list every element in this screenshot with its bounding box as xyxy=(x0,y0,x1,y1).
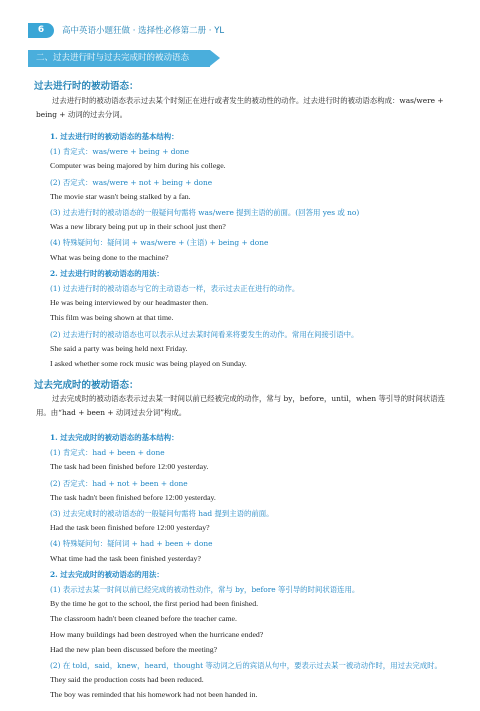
rule-line: (2) 否定式：was/were + not + being + done xyxy=(50,177,213,187)
section-title-past-continuous: 过去进行时的被动语态： xyxy=(34,81,139,92)
example-sentence: The boy was reminded that his homework had not been handed in. xyxy=(50,690,258,700)
example-sentence: Had the task been finished before 12:00 yesterday? xyxy=(50,523,210,533)
example-sentence: The task had been finished before 12:00 yesterday. xyxy=(50,462,209,472)
rule-line: (2) 在 told，said，knew，heard，thought 等动词之后的宾语从句中，要表示过去某一被动动作时，用过去完成时。 xyxy=(50,661,442,670)
example-sentence: The task hadn't been finished before 12:00 yesterday. xyxy=(50,492,216,502)
rule-line: 1. 过去进行时的被动语态的基本结构： xyxy=(50,132,179,141)
section-title-past-perfect: 过去完成时的被动语态： xyxy=(34,380,139,391)
rule-line: (3) 过去完成时的被动语态的一般疑问句需将 had 提到主语的前面。 xyxy=(50,509,274,518)
example-sentence: They said the production costs had been reduced. xyxy=(50,675,204,685)
book-title: 高中英语小题狂做 · 选择性必修第二册 · YL xyxy=(62,26,225,36)
example-sentence: The movie star wasn't being stalked by a fan. xyxy=(50,191,191,201)
example-sentence: How many buildings had been destroyed when the hurricane ended? xyxy=(50,629,264,639)
example-sentence: She said a party was being held next Friday. xyxy=(50,343,188,353)
rule-line: 2. 过去完成时的被动语态的用法： xyxy=(50,569,164,579)
rule-line: (2) 过去进行时的被动语态也可以表示从过去某时间看来将要发生的动作。常用在间接引语中。 xyxy=(50,329,359,339)
rule-line: (2) 否定式：had + not + been + done xyxy=(50,478,188,488)
rule-line: (3) 过去进行时的被动语态的一般疑问句需将 was/were 提到主语的前面。(回答用 yes 或 no) xyxy=(50,208,360,217)
page-header xyxy=(0,22,480,40)
rule-line: 1. 过去完成时的被动语态的基本结构： xyxy=(50,433,179,442)
rule-line: (4) 特殊疑问句：疑问词 + had + been + done xyxy=(50,539,213,549)
example-sentence: Had the new plan been discussed before the meeting? xyxy=(50,644,218,654)
example-sentence: Computer was being majored by him during his college. xyxy=(50,161,226,171)
rule-line: (4) 特殊疑问句：疑问词 + was/were + (主语) + being + done xyxy=(50,238,269,248)
page-number: 6 xyxy=(28,23,54,38)
example-sentence: This film was being shown at that time. xyxy=(50,313,174,323)
intro-past-perfect: 过去完成时的被动语态表示过去某一时间以前已经被完成的动作，常与 by，before，until，when 等引导的时间状语连用。由“had + been + 动词过去分词”构成。 xyxy=(36,394,446,417)
example-sentence: By the time he got to the school, the first period had been finished. xyxy=(50,599,259,609)
rule-line: (1) 过去进行时的被动语态与它的主动语态一样，表示过去正在进行的动作。 xyxy=(50,284,300,293)
rule-line: 2. 过去进行时的被动语态的用法： xyxy=(50,268,164,278)
example-sentence: What was being done to the machine? xyxy=(50,252,169,262)
example-sentence: Was a new library being put up in their school just then? xyxy=(50,222,226,232)
example-sentence: He was being interviewed by our headmaster then. xyxy=(50,298,209,308)
rule-line: (1) 肯定式：was/were + being + done xyxy=(50,147,190,157)
intro-past-continuous: 过去进行时的被动语态表示过去某个时刻正在进行或者发生的被动性的动作。过去进行时的被动语态构成：was/were + being + 动词的过去分词。 xyxy=(36,96,444,119)
section-banner: 二、过去进行时与过去完成时的被动语态 xyxy=(28,50,210,67)
example-sentence: What time had the task been finished yesterday? xyxy=(50,553,201,563)
rule-line: (1) 表示过去某一时间以前已经完成的被动性动作，常与 by，before 等引导的时间状语连用。 xyxy=(50,585,360,594)
example-sentence: The classroom hadn't been cleaned before the teacher came. xyxy=(50,614,237,624)
rule-line: (1) 肯定式：had + been + done xyxy=(50,448,165,458)
example-sentence: I asked whether some rock music was being played on Sunday. xyxy=(50,359,247,368)
